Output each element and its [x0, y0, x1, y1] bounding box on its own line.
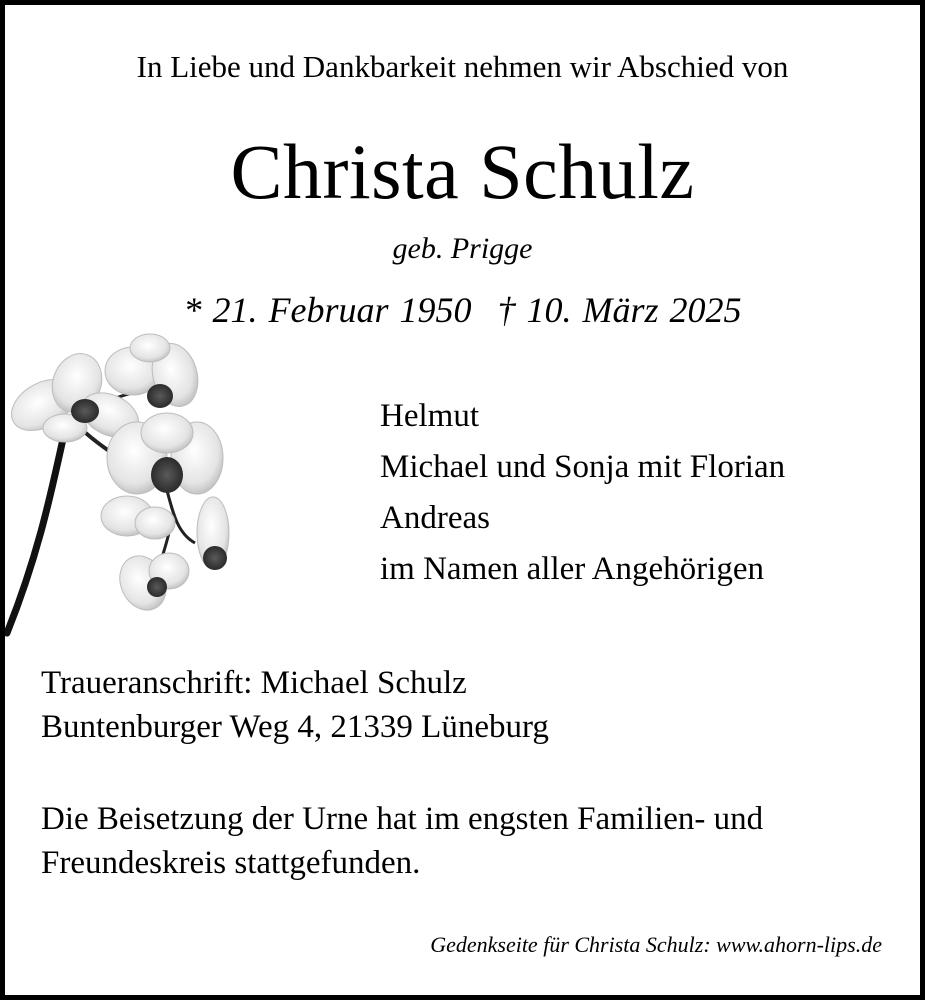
- intro-text: In Liebe und Dankbarkeit nehmen wir Abschied von: [136, 49, 789, 84]
- burial-line: Freundeskreis stattgefunden.: [41, 845, 421, 881]
- orchid-blossom-3: [107, 413, 223, 494]
- memorial-page-link[interactable]: Gedenkseite für Christa Schulz: www.ahorn-lips.de: [430, 932, 882, 957]
- mourner: im Namen aller Angehörigen: [380, 551, 764, 587]
- mourner: Michael und Sonja mit Florian: [380, 449, 786, 485]
- life-dates: [5, 287, 920, 333]
- birth-date: * 21. Februar 1950: [183, 290, 472, 330]
- mourner: Helmut: [380, 398, 479, 434]
- mourning-address: [41, 661, 549, 749]
- address-line: Buntenburger Weg 4, 21339 Lüneburg: [41, 709, 549, 745]
- deceased-name: Christa Schulz: [230, 128, 695, 215]
- orchid-blossom-5: [111, 548, 189, 617]
- address-line: Traueranschrift: Michael Schulz: [41, 665, 467, 701]
- burial-note: [41, 797, 763, 885]
- mourner: Andreas: [380, 500, 490, 536]
- burial-line: Die Beisetzung der Urne hat im engsten Familien- und: [41, 801, 764, 837]
- maiden-name: geb. Prigge: [392, 232, 533, 265]
- death-date: † 10. März 2025: [497, 290, 742, 330]
- mourners-list: [380, 391, 785, 595]
- orchid-image: [5, 333, 250, 643]
